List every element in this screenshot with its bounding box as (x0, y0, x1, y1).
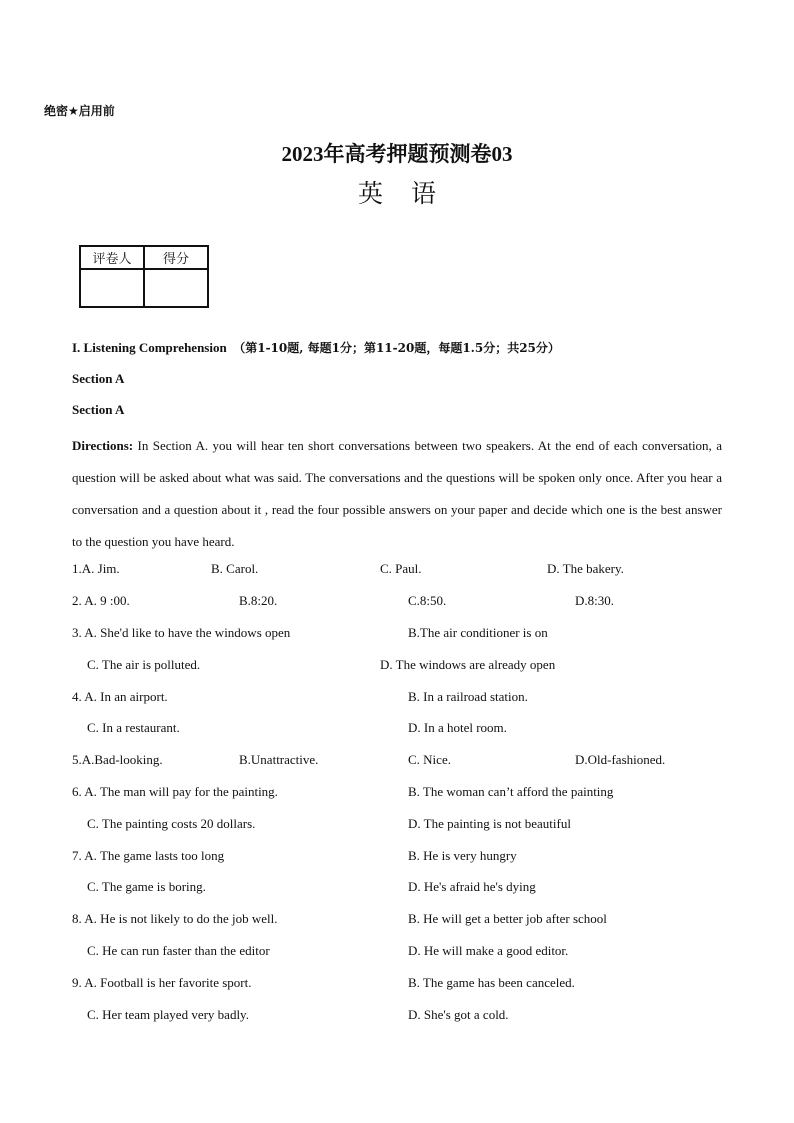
grader-header: 评卷人 (80, 246, 144, 269)
option-c: C. He can run faster than the editor (87, 943, 270, 958)
directions-label: Directions: (72, 438, 134, 453)
score-table (79, 245, 209, 308)
question-4 (72, 689, 168, 705)
question-5 (72, 752, 163, 768)
subject-char-1: 英 (357, 179, 383, 208)
option-c: C.8:50. (408, 593, 447, 608)
question-number: 7. (72, 848, 82, 863)
question-number: 4. (72, 689, 82, 704)
option-d: D. He's afraid he's dying (408, 879, 536, 894)
grader-cell (80, 269, 144, 307)
question-number: 3. (72, 625, 82, 640)
option-d: D.Old-fashioned. (575, 752, 666, 767)
option-b: B. The woman can’t afford the painting (408, 784, 614, 799)
option-d: D. The painting is not beautiful (408, 816, 571, 831)
section-heading-1: Section A (72, 371, 125, 386)
option-c: C. In a restaurant. (87, 720, 180, 735)
option-a: A. Football is her favorite sport. (84, 975, 252, 990)
score-header: 得分 (144, 246, 208, 269)
option-a: A. He is not likely to do the job well. (84, 911, 278, 926)
question-number: 1. (72, 561, 82, 576)
option-c: C. Paul. (380, 561, 422, 576)
subject-title (0, 174, 794, 210)
directions-paragraph (72, 430, 722, 558)
option-d: D. In a hotel room. (408, 720, 507, 735)
option-a: A. She'd like to have the windows open (84, 625, 291, 640)
option-d: D.8:30. (575, 593, 614, 608)
section-heading-2: Section A (72, 402, 125, 417)
option-c: C. Her team played very badly. (87, 1007, 249, 1022)
option-a: A.Bad-looking. (81, 752, 163, 767)
question-9 (72, 975, 251, 991)
question-7 (72, 848, 224, 864)
option-d: D. She's got a cold. (408, 1007, 509, 1022)
question-number: 5. (72, 752, 82, 767)
exam-title: 2023年高考押题预测卷03 (281, 142, 513, 166)
option-b: B. Carol. (211, 561, 259, 576)
question-number: 9. (72, 975, 82, 990)
question-6 (72, 784, 278, 800)
option-b: B. The game has been canceled. (408, 975, 575, 990)
option-a: A. 9 :00. (84, 593, 130, 608)
option-a: A. In an airport. (84, 689, 168, 704)
option-b: B.Unattractive. (239, 752, 319, 767)
option-b: B. He is very hungry (408, 848, 517, 863)
question-2 (72, 593, 130, 609)
score-cell (144, 269, 208, 307)
option-c: C. The game is boring. (87, 879, 206, 894)
question-1 (72, 561, 120, 577)
subject-char-2: 语 (411, 179, 437, 208)
option-b: B. In a railroad station. (408, 689, 528, 704)
question-8 (72, 911, 277, 927)
option-d: D. The windows are already open (380, 657, 556, 672)
question-3 (72, 625, 290, 641)
option-c: C. Nice. (408, 752, 451, 767)
option-a: A. The game lasts too long (84, 848, 225, 863)
part-title: I. Listening Comprehension (72, 340, 227, 355)
question-number: 6. (72, 784, 82, 799)
option-b: B.The air conditioner is on (408, 625, 548, 640)
option-d: D. He will make a good editor. (408, 943, 569, 958)
part-scoring-note: （第1-10题, 每题1分；第11-20题，每题1.5分；共25分） (233, 341, 560, 355)
question-number: 8. (72, 911, 82, 926)
confidential-label: 绝密★启用前 (44, 104, 115, 118)
option-b: B. He will get a better job after school (408, 911, 607, 926)
part-heading (72, 339, 560, 356)
option-d: D. The bakery. (547, 561, 624, 576)
directions-text: In Section A. you will hear ten short conversations between two speakers. At the end of each conversation, a question will be asked about what was said. The conversations and the questions will be spoken only once. After you hear a conversation and a question about it , read the four possible answers on your paper and decide which one is the best answer to the question you have heard. (72, 438, 722, 549)
option-a: A. Jim. (81, 561, 120, 576)
option-c: C. The air is polluted. (87, 657, 201, 672)
option-a: A. The man will pay for the painting. (84, 784, 278, 799)
question-number: 2. (72, 593, 82, 608)
option-c: C. The painting costs 20 dollars. (87, 816, 256, 831)
option-b: B.8:20. (239, 593, 278, 608)
